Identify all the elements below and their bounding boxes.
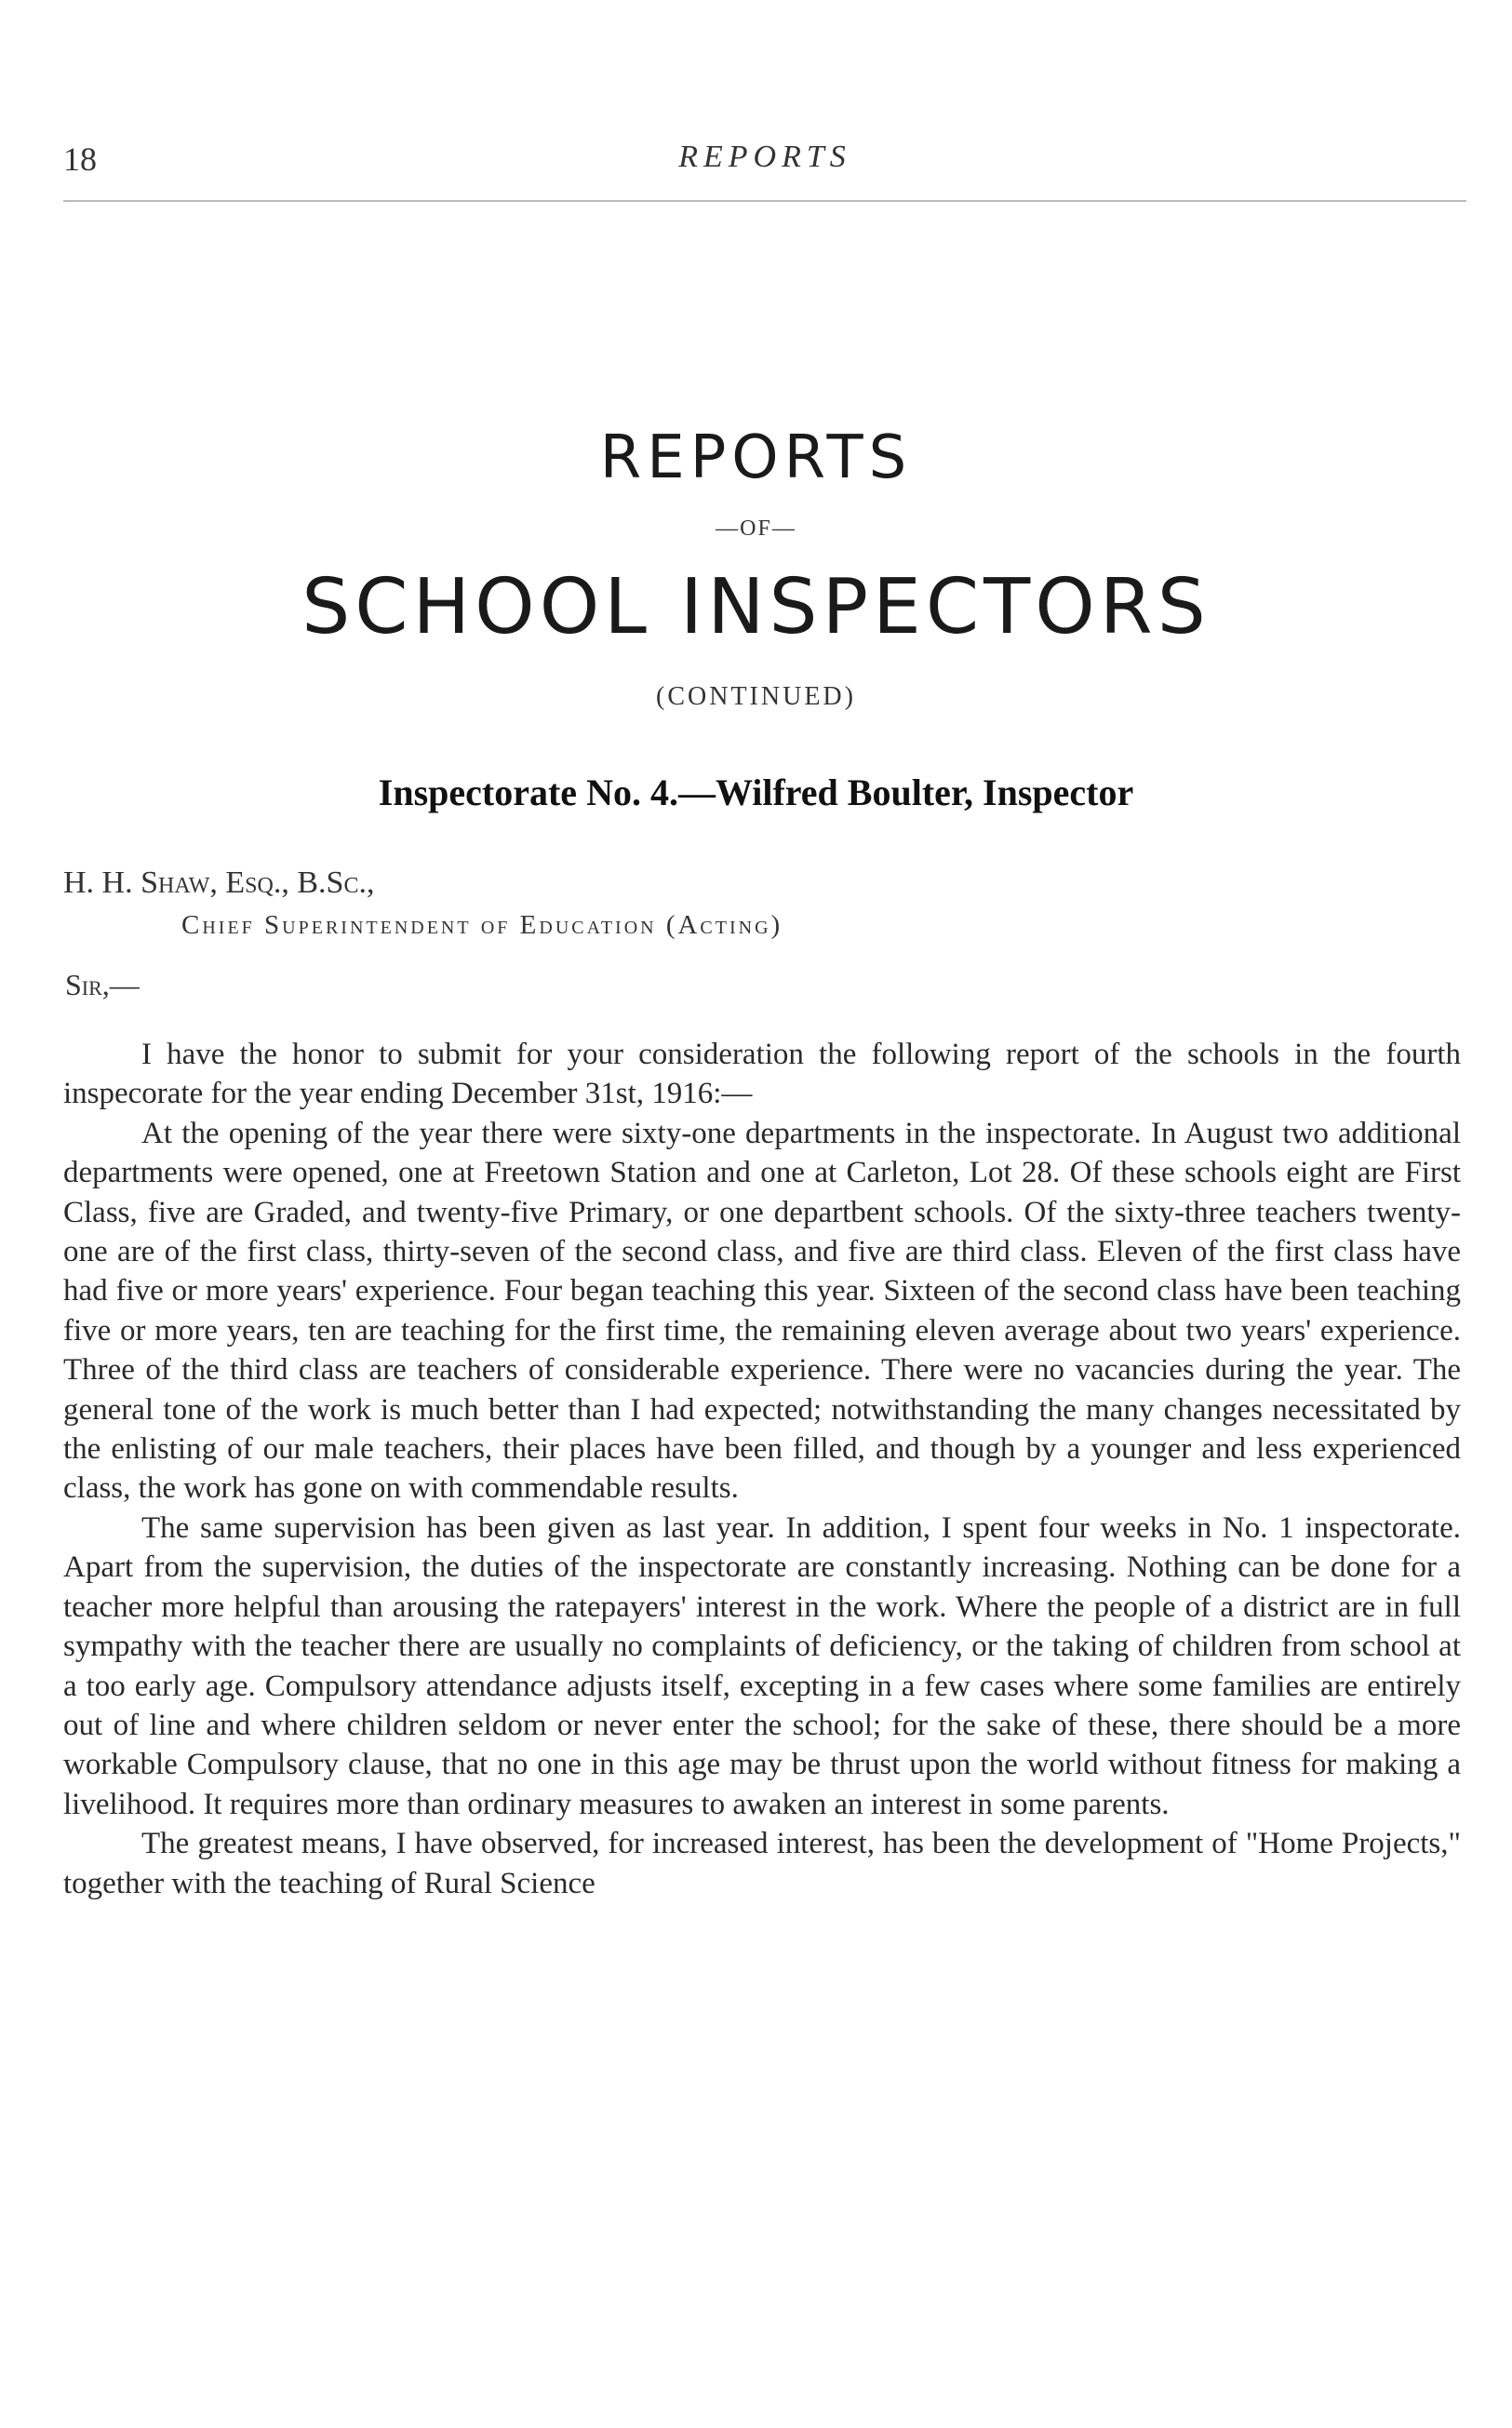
title-continued: (CONTINUED) <box>656 682 856 711</box>
title-of: —OF— <box>716 516 796 541</box>
addressee-position: Chief Superintendent of Education (Acting) <box>181 910 783 940</box>
page-number: 18 <box>63 141 97 178</box>
title-school-inspectors: SCHOOL INSPECTORS <box>301 563 1211 651</box>
paragraph: At the opening of the year there were sixty-one departments in the inspectorate. In August two additional departments were opened, one at Freetown Station and one at Carleton, Lot 28. Of these schools eight are First Class, five are Graded, and twenty-five Primary, or one departbent schools. Of the sixty-three teachers twenty-one are of the first class, thirty-seven of the second class, and five are third class. Eleven of the first class have had five or more years' experience. Four began teaching this year. Sixteen of the second class have been teaching five or more years, ten are teaching for the first time, the remaining eleven average about two years' experience. Three of the third class are teachers of considerable experience. There were no vacancies during the year. The general tone of the work is much better than I had expected; notwithstanding the many changes necessitated by the enlisting of our male teachers, their places have been filled, and though by a younger and less experienced class, the work has gone on with commendable results. <box>63 1116 1461 1506</box>
paragraph: I have the honor to submit for your consideration the following report of the schools in the fourth inspecorate for the year ending December 31st, 1916:— <box>63 1038 1461 1111</box>
section-heading: Inspectorate No. 4.—Wilfred Boulter, Inspector <box>378 771 1134 813</box>
page-header <box>63 140 1466 195</box>
addressee-name: H. H. Shaw, Esq., B.Sc., <box>63 865 375 900</box>
paragraph: The greatest means, I have observed, for increased interest, has been the development of "Home Projects," together with the teaching of Rural Science <box>63 1827 1461 1900</box>
report-body <box>63 1035 1461 1903</box>
title-reports: REPORTS <box>599 423 913 492</box>
running-title: REPORTS <box>678 140 851 174</box>
salutation: Sir,— <box>65 968 140 1001</box>
paragraph: The same supervision has been given as last year. In addition, I spent four weeks in No. 1 inspectorate. Apart from the supervision, the duties of the inspectorate are constantly increasing. Nothing can be done for a teacher more helpful than arousing the ratepayers' interest in the work. Where the people of a district are in full sympathy with the teacher there are usually no complaints of deficiency, or the taking of children from school at a too early age. Compulsory attendance adjusts itself, excepting in a few cases where some families are entirely out of line and where children seldom or never enter the school; for the sake of these, there should be a more workable Compulsory clause, that no one in this age may be thrust upon the world without fitness for making a livelihood. It requires more than ordinary measures to awaken an interest in some parents. <box>63 1510 1461 1821</box>
header-rule <box>63 200 1466 202</box>
